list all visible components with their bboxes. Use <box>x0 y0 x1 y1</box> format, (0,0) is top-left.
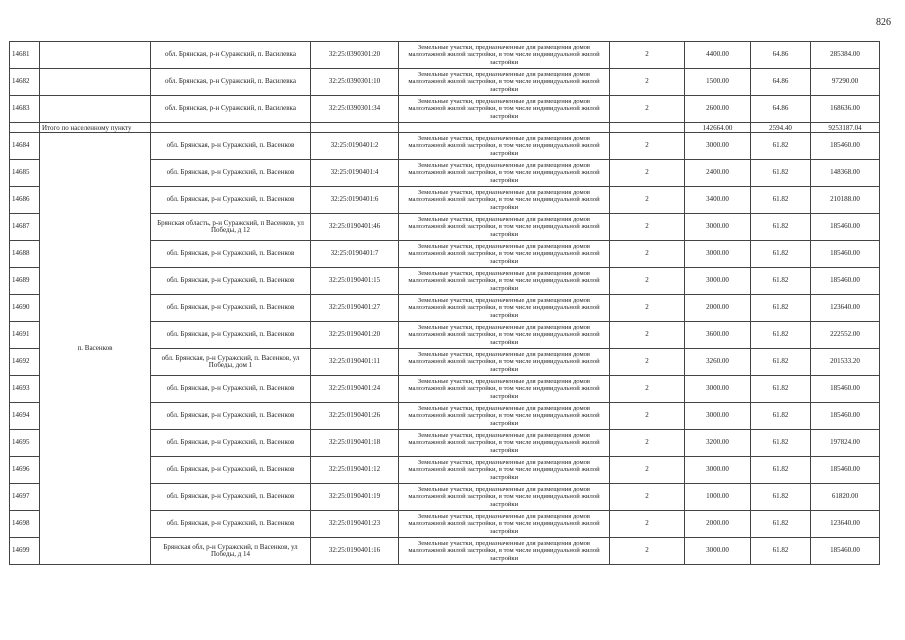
cadastral-number-cell: 32:25:0190401:20 <box>311 322 399 349</box>
category-cell: 2 <box>610 96 685 123</box>
unit-price-cell: 61.82 <box>751 241 811 268</box>
land-use-description-cell: Земельные участки, предназначенные для размещения домов малоэтажной жилой застройки, в том числе индивидуальной жилой застройки <box>399 511 610 538</box>
area-cell: 1500.00 <box>685 69 751 96</box>
row-number: 14693 <box>10 376 40 403</box>
unit-price-cell: 61.82 <box>751 376 811 403</box>
row-number: 14688 <box>10 241 40 268</box>
subtotal-cadastral-cell <box>311 123 399 133</box>
row-number: 14692 <box>10 349 40 376</box>
unit-price-cell: 61.82 <box>751 133 811 160</box>
cadastral-cost-cell: 185460.00 <box>811 241 880 268</box>
land-use-description-cell: Земельные участки, предназначенные для размещения домов малоэтажной жилой застройки, в том числе индивидуальной жилой застройки <box>399 538 610 565</box>
area-cell: 3200.00 <box>685 430 751 457</box>
address-cell: обл. Брянская, р-н Суражский, п. Васенков, ул Победы, дом 1 <box>151 349 311 376</box>
row-number: 14682 <box>10 69 40 96</box>
cadastral-cost-cell: 185460.00 <box>811 403 880 430</box>
unit-price-cell: 61.82 <box>751 214 811 241</box>
address-cell: обл. Брянская, р-н Суражский, п. Васенков <box>151 457 311 484</box>
address-cell: обл. Брянская, р-н Суражский, п. Васенков <box>151 511 311 538</box>
category-cell: 2 <box>610 484 685 511</box>
subtotal-label: Итого по населенному пункту <box>40 123 151 133</box>
cadastral-number-cell: 32:25:0190401:12 <box>311 457 399 484</box>
unit-price-cell: 61.82 <box>751 295 811 322</box>
cadastral-cost-cell: 123640.00 <box>811 295 880 322</box>
row-number: 14698 <box>10 511 40 538</box>
unit-price-cell: 64.86 <box>751 69 811 96</box>
subtotal-area: 142664.00 <box>685 123 751 133</box>
cadastral-cost-cell: 168636.00 <box>811 96 880 123</box>
cadastral-number-cell: 32:25:0190401:46 <box>311 214 399 241</box>
area-cell: 2600.00 <box>685 96 751 123</box>
cadastral-cost-cell: 222552.00 <box>811 322 880 349</box>
cadastral-number-cell: 32:25:0190401:23 <box>311 511 399 538</box>
row-number: 14696 <box>10 457 40 484</box>
row-number: 14684 <box>10 133 40 160</box>
cadastral-cost-cell: 185460.00 <box>811 376 880 403</box>
unit-price-cell: 61.82 <box>751 322 811 349</box>
cadastral-cost-cell: 201533.20 <box>811 349 880 376</box>
area-cell: 3600.00 <box>685 322 751 349</box>
table-row <box>10 133 880 160</box>
unit-price-cell: 61.82 <box>751 349 811 376</box>
land-use-description-cell: Земельные участки, предназначенные для размещения домов малоэтажной жилой застройки, в том числе индивидуальной жилой застройки <box>399 42 610 69</box>
area-cell: 3000.00 <box>685 457 751 484</box>
area-cell: 2000.00 <box>685 511 751 538</box>
subtotal-cost: 9253187.04 <box>811 123 880 133</box>
cadastral-number-cell: 32:25:0190401:11 <box>311 349 399 376</box>
cadastral-number-cell: 32:25:0190401:15 <box>311 268 399 295</box>
cadastral-number-cell: 32:25:0390301:20 <box>311 42 399 69</box>
table-row <box>10 69 880 96</box>
category-cell: 2 <box>610 403 685 430</box>
cadastral-value-table <box>9 41 880 565</box>
land-use-description-cell: Земельные участки, предназначенные для размещения домов малоэтажной жилой застройки, в том числе индивидуальной жилой застройки <box>399 349 610 376</box>
land-use-description-cell: Земельные участки, предназначенные для размещения домов малоэтажной жилой застройки, в том числе индивидуальной жилой застройки <box>399 457 610 484</box>
address-cell: обл. Брянская, р-н Суражский, п. Василевка <box>151 42 311 69</box>
land-use-description-cell: Земельные участки, предназначенные для размещения домов малоэтажной жилой застройки, в том числе индивидуальной жилой застройки <box>399 96 610 123</box>
subtotal-num-cell <box>10 123 40 133</box>
cadastral-number-cell: 32:25:0190401:4 <box>311 160 399 187</box>
category-cell: 2 <box>610 295 685 322</box>
area-cell: 3000.00 <box>685 403 751 430</box>
cadastral-cost-cell: 285384.00 <box>811 42 880 69</box>
category-cell: 2 <box>610 187 685 214</box>
land-use-description-cell: Земельные участки, предназначенные для размещения домов малоэтажной жилой застройки, в том числе индивидуальной жилой застройки <box>399 295 610 322</box>
cadastral-cost-cell: 185460.00 <box>811 133 880 160</box>
address-cell: обл. Брянская, р-н Суражский, п. Васенков <box>151 322 311 349</box>
row-number: 14686 <box>10 187 40 214</box>
cadastral-number-cell: 32:25:0190401:7 <box>311 241 399 268</box>
unit-price-cell: 61.82 <box>751 484 811 511</box>
category-cell: 2 <box>610 241 685 268</box>
land-use-description-cell: Земельные участки, предназначенные для размещения домов малоэтажной жилой застройки, в том числе индивидуальной жилой застройки <box>399 187 610 214</box>
table-row <box>10 96 880 123</box>
area-cell: 3000.00 <box>685 538 751 565</box>
land-use-description-cell: Земельные участки, предназначенные для размещения домов малоэтажной жилой застройки, в том числе индивидуальной жилой застройки <box>399 214 610 241</box>
address-cell: обл. Брянская, р-н Суражский, п. Васенков <box>151 484 311 511</box>
settlement-cell <box>40 96 151 123</box>
category-cell: 2 <box>610 538 685 565</box>
cadastral-cost-cell: 123640.00 <box>811 511 880 538</box>
settlement-cell <box>40 69 151 96</box>
category-cell: 2 <box>610 69 685 96</box>
land-use-description-cell: Земельные участки, предназначенные для размещения домов малоэтажной жилой застройки, в том числе индивидуальной жилой застройки <box>399 430 610 457</box>
cadastral-cost-cell: 185460.00 <box>811 538 880 565</box>
land-use-description-cell: Земельные участки, предназначенные для размещения домов малоэтажной жилой застройки, в том числе индивидуальной жилой застройки <box>399 133 610 160</box>
unit-price-cell: 61.82 <box>751 457 811 484</box>
row-number: 14683 <box>10 96 40 123</box>
page-number: 826 <box>876 17 891 28</box>
land-use-description-cell: Земельные участки, предназначенные для размещения домов малоэтажной жилой застройки, в том числе индивидуальной жилой застройки <box>399 322 610 349</box>
address-cell: обл. Брянская, р-н Суражский, п. Васенков <box>151 268 311 295</box>
subtotal-description-cell <box>399 123 610 133</box>
cadastral-number-cell: 32:25:0190401:19 <box>311 484 399 511</box>
area-cell: 3000.00 <box>685 268 751 295</box>
land-use-description-cell: Земельные участки, предназначенные для размещения домов малоэтажной жилой застройки, в том числе индивидуальной жилой застройки <box>399 484 610 511</box>
area-cell: 2000.00 <box>685 295 751 322</box>
category-cell: 2 <box>610 42 685 69</box>
address-cell: обл. Брянская, р-н Суражский, п. Васенков <box>151 403 311 430</box>
area-cell: 3260.00 <box>685 349 751 376</box>
settlement-name: п. Васенков <box>40 133 151 565</box>
cadastral-number-cell: 32:25:0390301:34 <box>311 96 399 123</box>
address-cell: обл. Брянская, р-н Суражский, п. Васенков <box>151 133 311 160</box>
category-cell: 2 <box>610 376 685 403</box>
area-cell: 3400.00 <box>685 187 751 214</box>
area-cell: 2400.00 <box>685 160 751 187</box>
unit-price-cell: 61.82 <box>751 403 811 430</box>
land-use-description-cell: Земельные участки, предназначенные для размещения домов малоэтажной жилой застройки, в том числе индивидуальной жилой застройки <box>399 160 610 187</box>
category-cell: 2 <box>610 133 685 160</box>
area-cell: 1000.00 <box>685 484 751 511</box>
subtotal-category-cell <box>610 123 685 133</box>
table-row <box>10 42 880 69</box>
row-number: 14697 <box>10 484 40 511</box>
cadastral-number-cell: 32:25:0190401:16 <box>311 538 399 565</box>
category-cell: 2 <box>610 457 685 484</box>
row-number: 14681 <box>10 42 40 69</box>
address-cell: обл. Брянская, р-н Суражский, п. Васенков <box>151 430 311 457</box>
cadastral-number-cell: 32:25:0390301:10 <box>311 69 399 96</box>
row-number: 14691 <box>10 322 40 349</box>
cadastral-cost-cell: 197824.00 <box>811 430 880 457</box>
category-cell: 2 <box>610 322 685 349</box>
cadastral-number-cell: 32:25:0190401:27 <box>311 295 399 322</box>
land-use-description-cell: Земельные участки, предназначенные для размещения домов малоэтажной жилой застройки, в том числе индивидуальной жилой застройки <box>399 403 610 430</box>
cadastral-cost-cell: 185460.00 <box>811 268 880 295</box>
land-use-description-cell: Земельные участки, предназначенные для размещения домов малоэтажной жилой застройки, в том числе индивидуальной жилой застройки <box>399 376 610 403</box>
subtotal-price: 2594.40 <box>751 123 811 133</box>
subtotal-address-cell <box>151 123 311 133</box>
area-cell: 3000.00 <box>685 214 751 241</box>
unit-price-cell: 64.86 <box>751 96 811 123</box>
unit-price-cell: 61.82 <box>751 430 811 457</box>
row-number: 14699 <box>10 538 40 565</box>
address-cell: обл. Брянская, р-н Суражский, п. Васенков <box>151 160 311 187</box>
address-cell: обл. Брянская, р-н Суражский, п. Василевка <box>151 69 311 96</box>
address-cell: обл. Брянская, р-н Суражский, п. Васенков <box>151 187 311 214</box>
cadastral-cost-cell: 61820.00 <box>811 484 880 511</box>
address-cell: обл. Брянская, р-н Суражский, п. Василевка <box>151 96 311 123</box>
row-number: 14690 <box>10 295 40 322</box>
row-number: 14685 <box>10 160 40 187</box>
category-cell: 2 <box>610 511 685 538</box>
area-cell: 4400.00 <box>685 42 751 69</box>
cadastral-number-cell: 32:25:0190401:6 <box>311 187 399 214</box>
address-cell: обл. Брянская, р-н Суражский, п. Васенков <box>151 241 311 268</box>
row-number: 14695 <box>10 430 40 457</box>
address-cell: обл. Брянская, р-н Суражский, п. Васенков <box>151 376 311 403</box>
cadastral-cost-cell: 97290.00 <box>811 69 880 96</box>
category-cell: 2 <box>610 160 685 187</box>
unit-price-cell: 64.86 <box>751 42 811 69</box>
category-cell: 2 <box>610 268 685 295</box>
cadastral-cost-cell: 148368.00 <box>811 160 880 187</box>
cadastral-number-cell: 32:25:0190401:2 <box>311 133 399 160</box>
cadastral-cost-cell: 210188.00 <box>811 187 880 214</box>
cadastral-number-cell: 32:25:0190401:24 <box>311 376 399 403</box>
settlement-cell <box>40 42 151 69</box>
land-use-description-cell: Земельные участки, предназначенные для размещения домов малоэтажной жилой застройки, в том числе индивидуальной жилой застройки <box>399 268 610 295</box>
cadastral-number-cell: 32:25:0190401:18 <box>311 430 399 457</box>
category-cell: 2 <box>610 214 685 241</box>
unit-price-cell: 61.82 <box>751 511 811 538</box>
category-cell: 2 <box>610 349 685 376</box>
row-number: 14689 <box>10 268 40 295</box>
row-number: 14694 <box>10 403 40 430</box>
subtotal-row <box>10 123 880 133</box>
row-number: 14687 <box>10 214 40 241</box>
category-cell: 2 <box>610 430 685 457</box>
unit-price-cell: 61.82 <box>751 268 811 295</box>
address-cell: обл. Брянская, р-н Суражский, п. Васенков <box>151 295 311 322</box>
unit-price-cell: 61.82 <box>751 538 811 565</box>
cadastral-cost-cell: 185460.00 <box>811 214 880 241</box>
land-use-description-cell: Земельные участки, предназначенные для размещения домов малоэтажной жилой застройки, в том числе индивидуальной жилой застройки <box>399 69 610 96</box>
address-cell: Брянская область, р-н Суражский, п Васенков, ул Победы, д 12 <box>151 214 311 241</box>
area-cell: 3000.00 <box>685 376 751 403</box>
area-cell: 3000.00 <box>685 241 751 268</box>
cadastral-cost-cell: 185460.00 <box>811 457 880 484</box>
cadastral-number-cell: 32:25:0190401:26 <box>311 403 399 430</box>
address-cell: Брянская обл, р-н Суражский, п Васенков, ул Победы, д 14 <box>151 538 311 565</box>
land-use-description-cell: Земельные участки, предназначенные для размещения домов малоэтажной жилой застройки, в том числе индивидуальной жилой застройки <box>399 241 610 268</box>
area-cell: 3000.00 <box>685 133 751 160</box>
unit-price-cell: 61.82 <box>751 187 811 214</box>
unit-price-cell: 61.82 <box>751 160 811 187</box>
